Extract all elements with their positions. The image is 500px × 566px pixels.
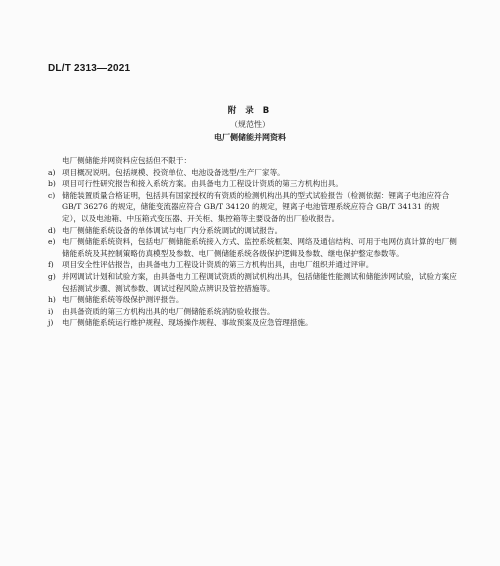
list-marker: a) (48, 167, 56, 177)
list-item (48, 225, 458, 237)
list-text: 由具备资质的第三方机构出具的电厂侧储能系统消防验收报告。 (62, 306, 275, 316)
appendix-heading (0, 105, 500, 144)
list-item (48, 190, 458, 225)
list-item (48, 306, 458, 318)
list-marker: d) (48, 225, 56, 235)
list-text: 电厂侧储能系统设备的单体调试与电厂内分系统调试的调试报告。 (62, 225, 283, 235)
list-marker: g) (48, 271, 56, 281)
list-text: 储能装置质量合格证明，包括具有国家授权的有资质的检测机构出具的型式试验报告（检测依据：锂离子电池应符合 GB/T 36276 的规定，储能变流器应符合 GB/T 34120 的规定，锂离子电池管理系统应符合 GB/T 34131 的规定），以及电池箱、中压箱式变压器、开关柜、集控箱等主要设备的出厂验收报告。 (62, 190, 450, 223)
list-text: 电厂侧储能系统等级保护测评报告。 (62, 295, 184, 305)
list-marker: e) (48, 237, 56, 247)
list-marker: j) (48, 318, 54, 328)
appendix-type: （规范性） (230, 120, 270, 129)
appendix-title: 附 录 B (227, 106, 273, 116)
list-text: 电厂侧储能系统运行维护规程、现场操作规程、事故预案及应急管理措施。 (62, 318, 313, 328)
intro-paragraph: 电厂侧储能并网资料应包括但不限于： (62, 156, 192, 165)
list-marker: h) (48, 295, 56, 305)
document-code: DL/T 2313—2021 (48, 63, 131, 74)
appendix-body (48, 155, 458, 329)
list-item (48, 178, 458, 190)
list-item (48, 259, 458, 271)
list-item (48, 294, 458, 306)
list-item (48, 167, 458, 179)
list-text: 电厂侧储能系统资料，包括电厂侧储能系统接入方式、监控系统框架、网络及通信结构、可用于电网仿真计算的电厂侧储能系统及其控制策略仿真模型及参数、电厂侧储能系统各级保护逻辑及参数、继电保护整定参数等。 (62, 237, 457, 258)
list-item (48, 236, 458, 259)
list-text: 并网调试计划和试验方案，由具备电力工程调试资质的测试机构出具，包括储能性能测试和储能涉网试验，试验方案应包括测试步骤、测试参数、调试过程风险点辨识及管控措施等。 (62, 271, 457, 293)
appendix-name: 电厂侧储能并网资料 (214, 133, 286, 142)
list-item (48, 271, 458, 294)
list-marker: c) (48, 190, 56, 200)
list-text: 项目安全性评估报告，由具备电力工程设计资质的第三方机构出具，由电厂组织并通过评审。 (62, 260, 374, 270)
list-marker: i) (48, 306, 54, 316)
list-text: 项目概况说明。包括规模、投资单位、电池设备选型/生产厂家等。 (62, 167, 285, 177)
list-text: 项目可行性研究报告和接入系统方案。由具备电力工程设计资质的第三方机构出具。 (62, 179, 343, 189)
list-marker: b) (48, 179, 56, 189)
list-marker: f) (48, 260, 54, 270)
list-item (48, 317, 458, 329)
